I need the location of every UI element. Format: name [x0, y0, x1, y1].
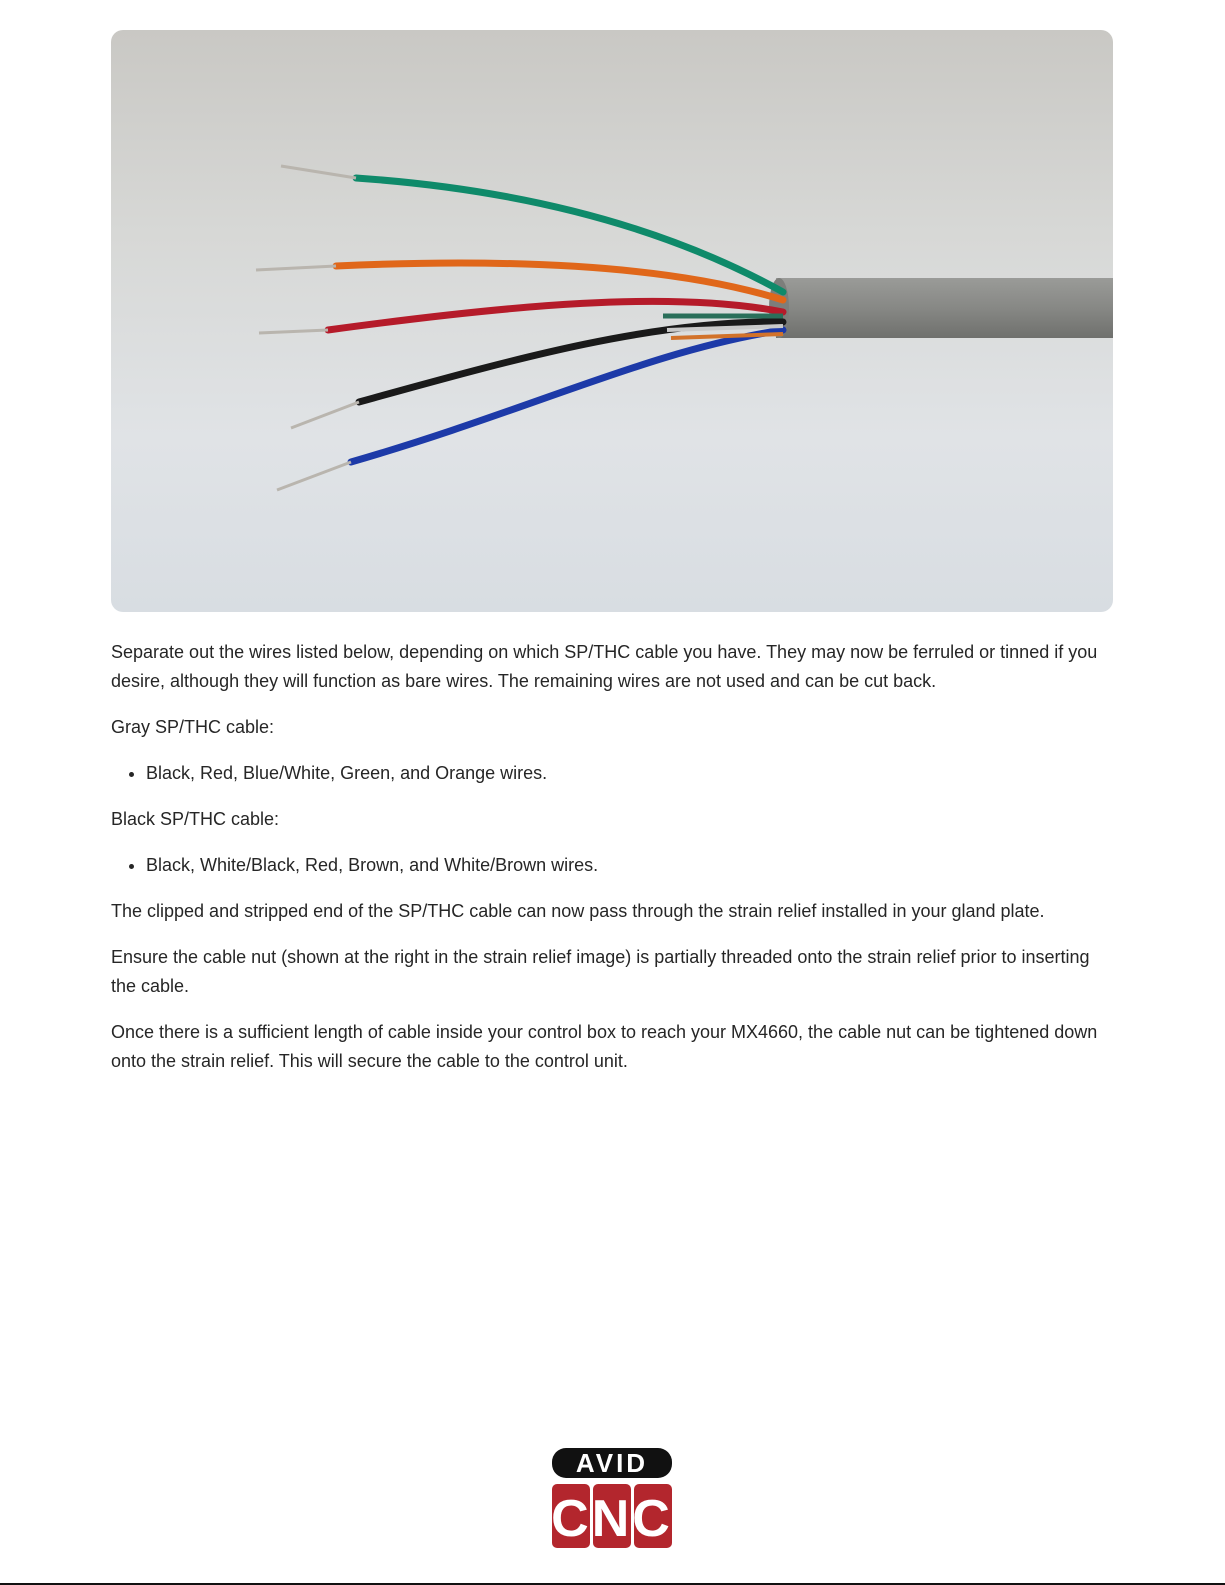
- cable-nut-paragraph: Ensure the cable nut (shown at the right in the strain relief image) is partially threaded onto the strain relief prior to inserting the cable.: [111, 947, 1090, 996]
- stripped-cable-illustration: [111, 30, 1113, 612]
- instructions: [111, 638, 1113, 1093]
- black-cable-heading: Black SP/THC cable:: [111, 809, 280, 829]
- black-cable-list: [111, 851, 1113, 880]
- wire-end-black: [291, 402, 359, 428]
- wire-end-green: [281, 166, 356, 178]
- gray-cable-list: [111, 759, 1113, 788]
- list-item: • Black, Red, Blue/White, Green, and Orange wires.: [146, 759, 1113, 788]
- wire-end-blue: [277, 462, 351, 490]
- avid-cnc-logo: [551, 1446, 673, 1550]
- intro-paragraph: Separate out the wires listed below, depending on which SP/THC cable you have. They may now be ferruled or tinned if you desire, although they will function as bare wires. The remaining wires are not used and can be cut back.: [111, 642, 1098, 691]
- wire-end-red: [259, 330, 328, 333]
- pass-through-paragraph: The clipped and stripped end of the SP/THC cable can now pass through the strain relief installed in your gland plate.: [111, 901, 1045, 921]
- cable-jacket: [776, 278, 1113, 338]
- wire-green: [356, 178, 783, 292]
- list-item: • Black, White/Black, Red, Brown, and White/Brown wires.: [146, 851, 1113, 880]
- cable-photo: [111, 30, 1113, 612]
- wire-end-orange: [256, 266, 336, 270]
- gray-cable-heading: Gray SP/THC cable:: [111, 717, 275, 737]
- logo-top-text: AVID: [575, 1448, 649, 1478]
- tighten-paragraph: Once there is a sufficient length of cable inside your control box to reach your MX4660, the cable nut can be tightened down onto the strain relief. This will secure the cable to the control unit.: [111, 1022, 1098, 1071]
- wire-orange: [336, 263, 783, 300]
- logo-bottom-text: CNC: [551, 1490, 673, 1548]
